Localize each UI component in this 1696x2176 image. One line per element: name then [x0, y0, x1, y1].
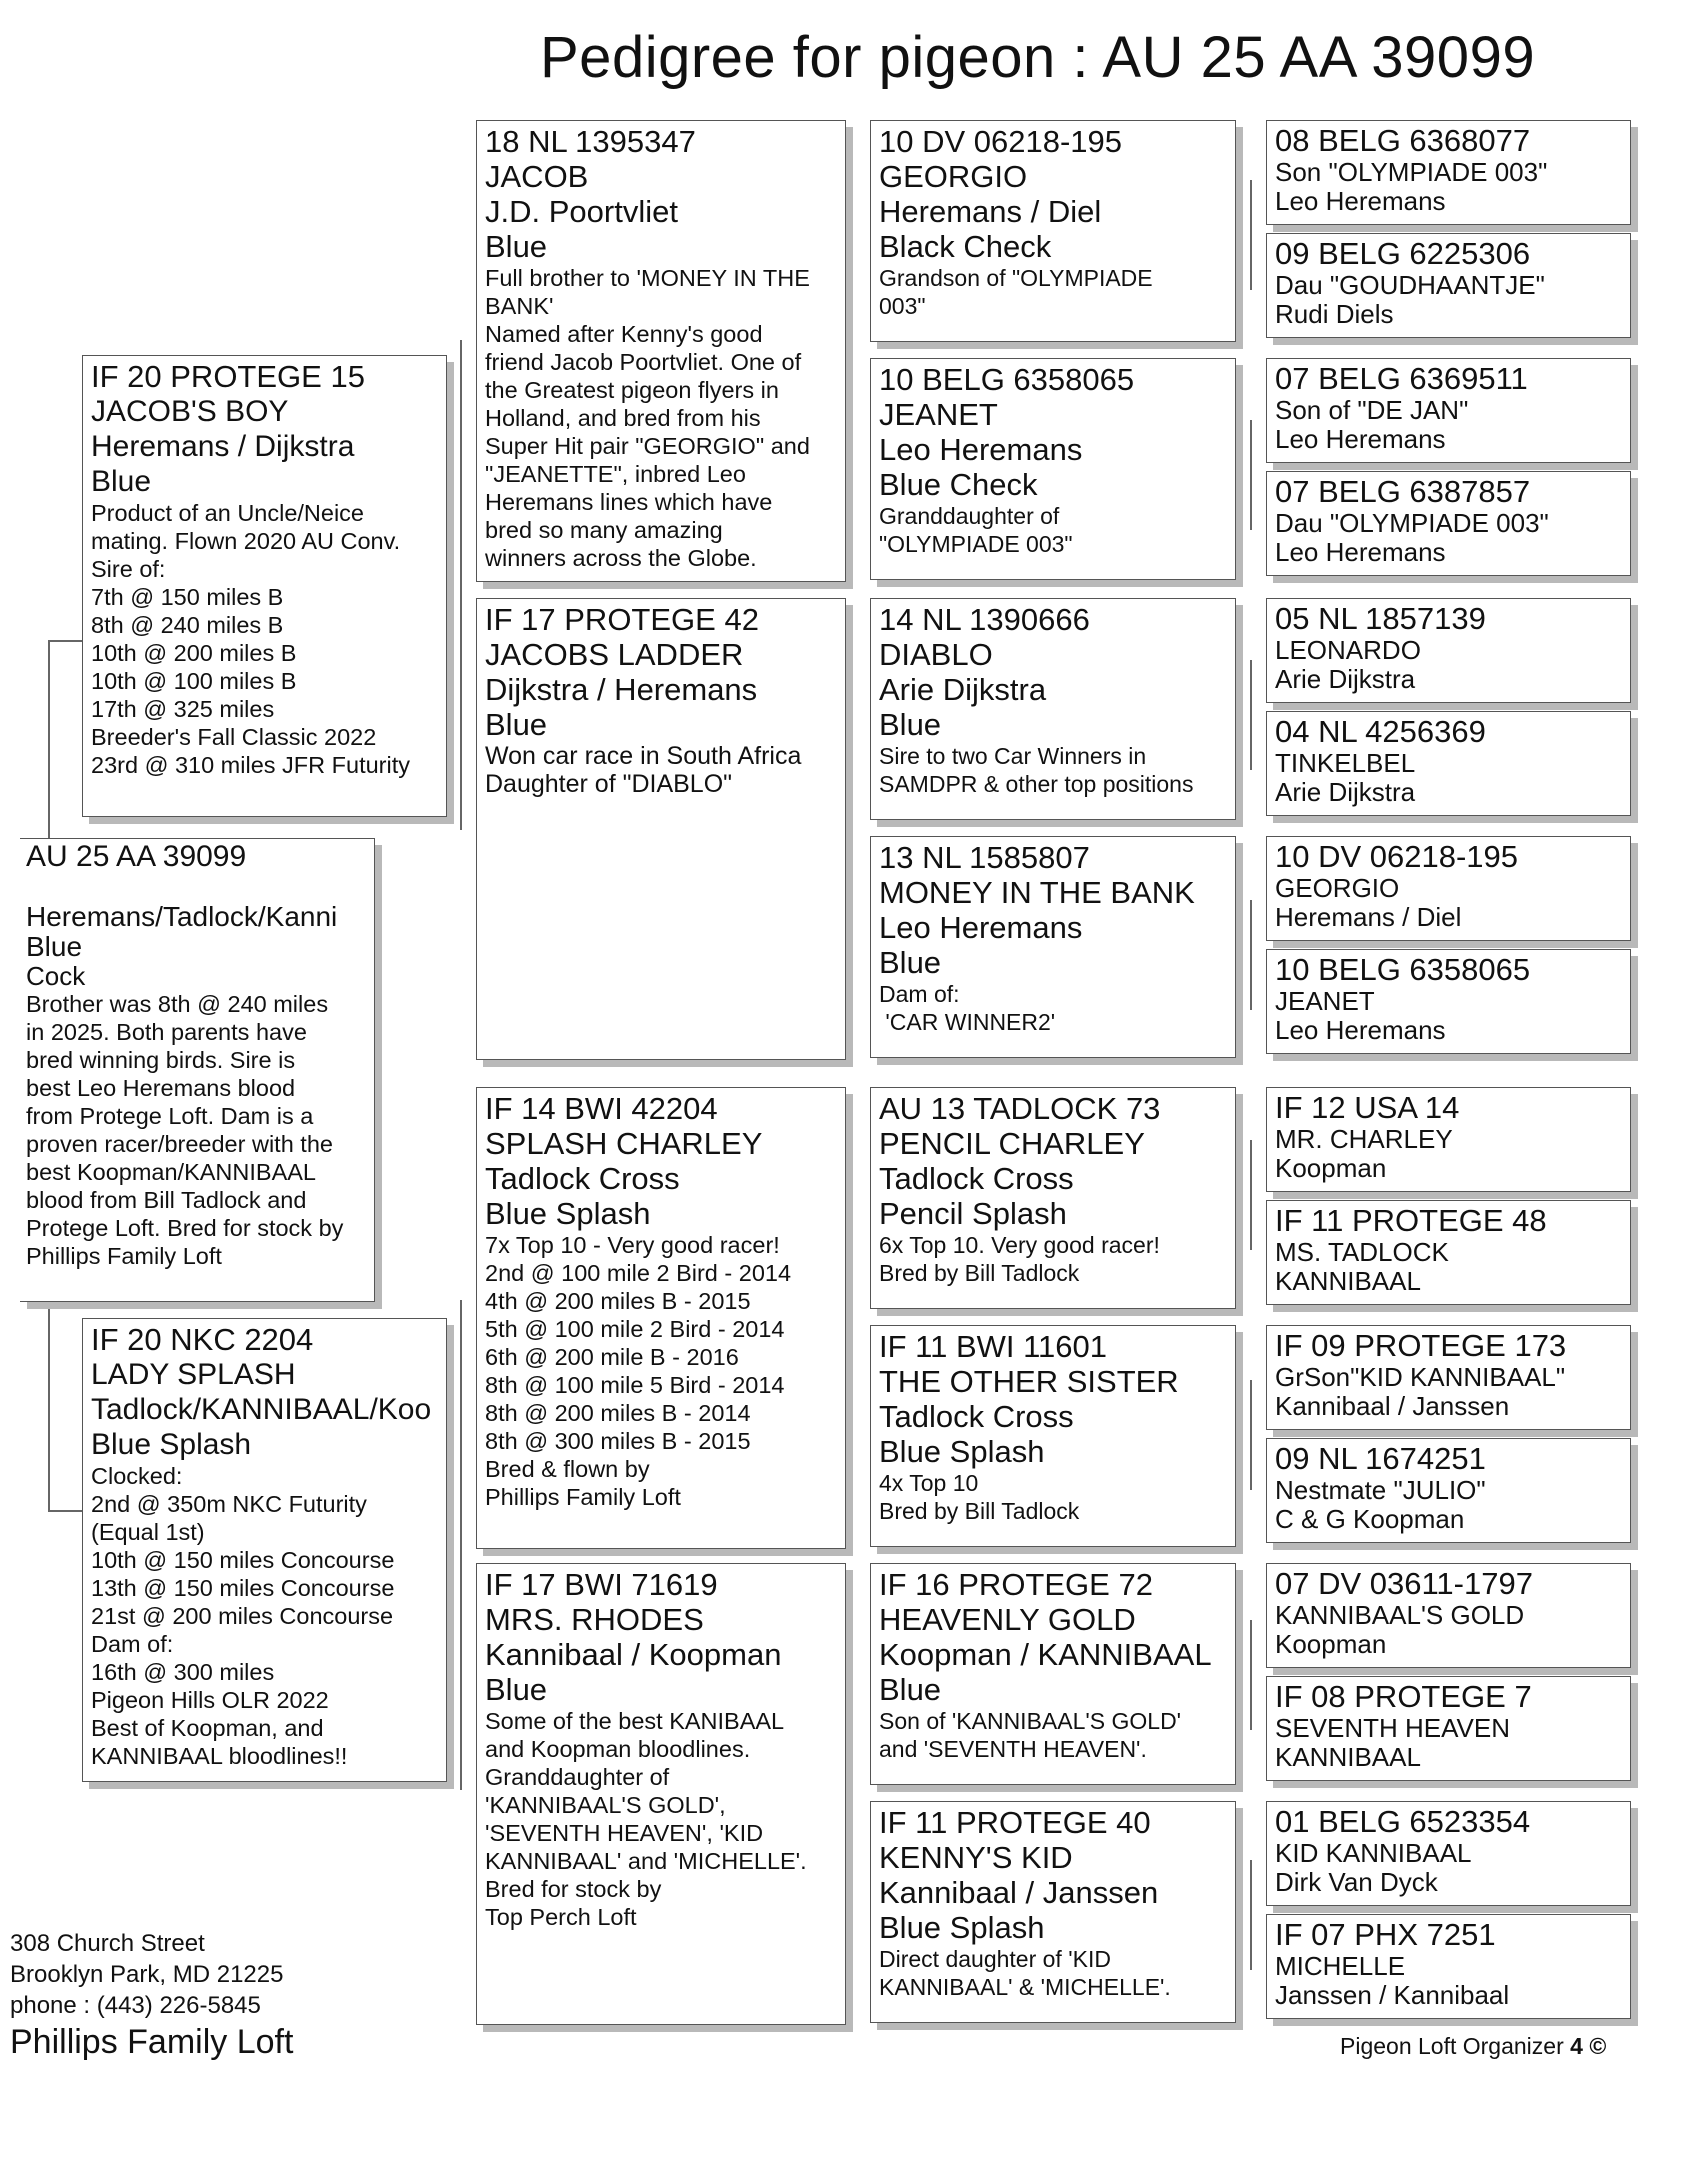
connector-line [850, 220, 852, 460]
g4-line3: KANNIBAAL [1275, 1266, 1421, 1296]
note-line: Heremans lines which have [485, 489, 773, 515]
note-line: 10th @ 150 miles Concourse [91, 1547, 395, 1573]
g2-notes [485, 742, 837, 798]
dam-band: IF 20 NKC 2204 [91, 1322, 314, 1357]
connector-line [1250, 1860, 1252, 1970]
g2-notes [485, 1707, 837, 1931]
note-line: 10th @ 200 miles B [91, 640, 297, 666]
g3-band: 10 BELG 6358065 [879, 362, 1135, 397]
g3-note: Granddaughter of [879, 503, 1060, 529]
g3-strain: Leo Heremans [879, 432, 1083, 467]
connector-line [1250, 660, 1252, 770]
g3-box-5 [870, 1325, 1236, 1547]
loft-name: Phillips Family Loft [10, 2023, 294, 2061]
g3-strain: Arie Dijkstra [879, 672, 1047, 707]
note-line: 13th @ 150 miles Concourse [91, 1575, 395, 1601]
connector-line [1250, 900, 1252, 1010]
note-line: 8th @ 200 miles B - 2014 [485, 1400, 751, 1426]
subject-notes [26, 990, 366, 1270]
g2-color: Blue Splash [485, 1196, 651, 1231]
note-line: 'SEVENTH HEAVEN', 'KID [485, 1820, 764, 1846]
g3-note: 'CAR WINNER2' [879, 1009, 1056, 1035]
g4-band: 08 BELG 6368077 [1275, 123, 1531, 158]
note-line: Won car race in South Africa [485, 742, 802, 770]
note-line: 10th @ 100 miles B [91, 668, 297, 694]
g3-band: IF 11 BWI 11601 [879, 1329, 1108, 1364]
g3-note: KANNIBAAL' & 'MICHELLE'. [879, 1974, 1171, 2000]
g4-band: IF 08 PROTEGE 7 [1275, 1679, 1532, 1714]
note-line: Super Hit pair "GEORGIO" and [485, 433, 810, 459]
g4-line2: LEONARDO [1275, 635, 1421, 665]
g2-box-3 [476, 1563, 846, 2025]
subject-box [20, 838, 375, 1302]
g2-box-0 [476, 120, 846, 582]
connector-line [1250, 1620, 1252, 1730]
g3-strain: Koopman / KANNIBAAL [879, 1637, 1212, 1672]
note-line: mating. Flown 2020 AU Conv. [91, 528, 401, 554]
note-line: bred winning birds. Sire is [26, 1047, 296, 1073]
note-line: winners across the Globe. [485, 545, 757, 571]
g3-color: Blue Splash [879, 1434, 1045, 1469]
g3-box-4 [870, 1087, 1236, 1309]
g4-line3: Janssen / Kannibaal [1275, 1980, 1510, 2010]
g2-color: Blue [485, 229, 548, 264]
g3-note: 6x Top 10. Very good racer! [879, 1232, 1160, 1258]
note-line: Granddaughter of [485, 1764, 670, 1790]
g3-color: Blue Check [879, 467, 1038, 502]
g2-strain: Dijkstra / Heremans [485, 672, 758, 707]
connector-line [850, 700, 852, 940]
g3-name: GEORGIO [879, 159, 1028, 194]
note-line: 8th @ 300 miles B - 2015 [485, 1428, 751, 1454]
g4-box-11 [1266, 1438, 1631, 1543]
g2-name: MRS. RHODES [485, 1602, 704, 1637]
connector-line [1250, 1380, 1252, 1490]
g4-line2: Son of "DE JAN" [1275, 395, 1469, 425]
spacer [26, 872, 366, 902]
g4-box-14 [1266, 1801, 1631, 1906]
g4-line2: GEORGIO [1275, 873, 1400, 903]
sire-color: Blue [91, 465, 152, 498]
g3-strain: Tadlock Cross [879, 1161, 1074, 1196]
note-line: Brother was 8th @ 240 miles [26, 991, 329, 1017]
note-line: 6th @ 200 mile B - 2016 [485, 1344, 739, 1370]
note-line: 4th @ 200 miles B - 2015 [485, 1288, 751, 1314]
g4-band: 10 DV 06218-195 [1275, 839, 1519, 874]
phone-line: phone : (443) 226-5845 [10, 1992, 261, 2019]
g4-line2: Dau "OLYMPIADE 003" [1275, 508, 1549, 538]
g3-box-7 [870, 1801, 1236, 2023]
g2-box-1 [476, 598, 846, 1060]
g2-name: JACOB [485, 159, 589, 194]
g3-band: IF 11 PROTEGE 40 [879, 1805, 1151, 1840]
g4-band: 09 BELG 6225306 [1275, 236, 1531, 271]
g4-line2: SEVENTH HEAVEN [1275, 1713, 1511, 1743]
g3-name: HEAVENLY GOLD [879, 1602, 1136, 1637]
note-line: Bred for stock by [485, 1876, 662, 1902]
g4-band: IF 12 USA 14 [1275, 1090, 1460, 1125]
g3-name: KENNY'S KID [879, 1840, 1073, 1875]
g3-band: IF 16 PROTEGE 72 [879, 1567, 1153, 1602]
g4-band: 07 BELG 6369511 [1275, 361, 1528, 396]
sire-name: JACOB'S BOY [91, 395, 289, 428]
g4-band: 07 BELG 6387857 [1275, 474, 1531, 509]
g4-band: 04 NL 4256369 [1275, 714, 1486, 749]
note-line: 2nd @ 100 mile 2 Bird - 2014 [485, 1260, 792, 1286]
page-title: Pedigree for pigeon : AU 25 AA 39099 [540, 25, 1536, 90]
g4-line2: GrSon"KID KANNIBAAL" [1275, 1362, 1566, 1392]
g4-line3: Arie Dijkstra [1275, 664, 1416, 694]
g3-color: Blue Splash [879, 1910, 1045, 1945]
dam-notes [91, 1462, 438, 1770]
note-line: Top Perch Loft [485, 1904, 637, 1930]
g3-box-1 [870, 358, 1236, 580]
g4-line2: TINKELBEL [1275, 748, 1416, 778]
note-line: Some of the best KANIBAAL [485, 1708, 785, 1734]
g4-box-5 [1266, 711, 1631, 816]
note-line: 21st @ 200 miles Concourse [91, 1603, 394, 1629]
note-line: 23rd @ 310 miles JFR Futurity [91, 752, 411, 778]
g4-line2: KANNIBAAL'S GOLD [1275, 1600, 1525, 1630]
connector-line [48, 640, 50, 840]
dam-strain: Tadlock/KANNIBAAL/Koo [91, 1393, 432, 1426]
g4-line3: Heremans / Diel [1275, 902, 1462, 932]
g3-band: AU 13 TADLOCK 73 [879, 1091, 1161, 1126]
g4-line2: Dau "GOUDHAANTJE" [1275, 270, 1545, 300]
g4-box-4 [1266, 598, 1631, 703]
g3-name: DIABLO [879, 637, 993, 672]
g4-line3: Leo Heremans [1275, 537, 1446, 567]
software-credit [1340, 2033, 1606, 2060]
note-line: 8th @ 100 mile 5 Bird - 2014 [485, 1372, 785, 1398]
g3-color: Blue [879, 945, 942, 980]
g3-name: JEANET [879, 397, 998, 432]
note-line: Product of an Uncle/Neice [91, 500, 365, 526]
g3-box-6 [870, 1563, 1236, 1785]
note-line: Bred & flown by [485, 1456, 650, 1482]
note-line: bred so many amazing [485, 517, 723, 543]
g2-name: JACOBS LADDER [485, 637, 744, 672]
g3-color: Blue [879, 1672, 942, 1707]
g4-line2: Nestmate "JULIO" [1275, 1475, 1486, 1505]
g4-line3: Koopman [1275, 1629, 1387, 1659]
g3-box-0 [870, 120, 1236, 342]
g3-color: Pencil Splash [879, 1196, 1067, 1231]
g2-band: IF 17 PROTEGE 42 [485, 602, 759, 637]
g4-box-2 [1266, 358, 1631, 463]
dam-box [82, 1318, 447, 1782]
note-line: friend Jacob Poortvliet. One of [485, 349, 802, 375]
g4-box-15 [1266, 1914, 1631, 2019]
g2-strain: Tadlock Cross [485, 1161, 680, 1196]
note-line: (Equal 1st) [91, 1519, 205, 1545]
g2-band: 18 NL 1395347 [485, 124, 696, 159]
g4-line2: MICHELLE [1275, 1951, 1406, 1981]
g3-strain: Tadlock Cross [879, 1399, 1074, 1434]
note-line: Daughter of "DIABLO" [485, 770, 733, 798]
note-line: KANNIBAAL bloodlines!! [91, 1743, 348, 1769]
subject-band: AU 25 AA 39099 [26, 840, 247, 873]
sire-notes [91, 499, 438, 779]
g4-band: 10 BELG 6358065 [1275, 952, 1531, 987]
g3-box-3 [870, 836, 1236, 1058]
note-line: Full brother to 'MONEY IN THE [485, 265, 810, 291]
g4-line2: JEANET [1275, 986, 1375, 1016]
g3-strain: Kannibaal / Janssen [879, 1875, 1159, 1910]
sire-band: IF 20 PROTEGE 15 [91, 359, 365, 394]
note-line: Breeder's Fall Classic 2022 [91, 724, 377, 750]
g3-note: SAMDPR & other top positions [879, 771, 1194, 797]
g2-strain: Kannibaal / Koopman [485, 1637, 782, 1672]
g4-line3: Koopman [1275, 1153, 1387, 1183]
connector-line [48, 640, 82, 642]
g4-box-3 [1266, 471, 1631, 576]
note-line: Protege Loft. Bred for stock by [26, 1215, 344, 1241]
connector-line [48, 1510, 82, 1512]
note-line: best Koopman/KANNIBAAL [26, 1159, 316, 1185]
address-line-2: Brooklyn Park, MD 21225 [10, 1961, 284, 1988]
g4-box-8 [1266, 1087, 1631, 1192]
note-line: Dam of: [91, 1631, 174, 1657]
subject-color: Blue [26, 931, 83, 962]
note-line: 2nd @ 350m NKC Futurity [91, 1491, 367, 1517]
g3-note: Dam of: [879, 981, 960, 1007]
connector-line [1250, 420, 1252, 530]
g4-line3: Dirk Van Dyck [1275, 1867, 1438, 1897]
g4-band: IF 11 PROTEGE 48 [1275, 1203, 1547, 1238]
g3-band: 10 DV 06218-195 [879, 124, 1123, 159]
g4-box-9 [1266, 1200, 1631, 1305]
sire-strain: Heremans / Dijkstra [91, 430, 355, 463]
g2-band: IF 17 BWI 71619 [485, 1567, 718, 1602]
g4-line3: C & G Koopman [1275, 1504, 1465, 1534]
subject-sex: Cock [26, 961, 86, 991]
g3-note: Bred by Bill Tadlock [879, 1260, 1080, 1286]
g3-note: 003" [879, 293, 926, 319]
note-line: 8th @ 240 miles B [91, 612, 284, 638]
note-line: Phillips Family Loft [26, 1243, 222, 1269]
g3-note: Son of 'KANNIBAAL'S GOLD' [879, 1708, 1182, 1734]
g2-color: Blue [485, 707, 548, 742]
g4-band: 07 DV 03611-1797 [1275, 1566, 1533, 1601]
g3-note: 4x Top 10 [879, 1470, 979, 1496]
note-line: 5th @ 100 mile 2 Bird - 2014 [485, 1316, 785, 1342]
g4-band: IF 07 PHX 7251 [1275, 1917, 1496, 1952]
note-line: and Koopman bloodlines. [485, 1736, 751, 1762]
g4-line3: Leo Heremans [1275, 1015, 1446, 1045]
note-line: KANNIBAAL' and 'MICHELLE'. [485, 1848, 807, 1874]
connector-line [460, 340, 462, 830]
note-line: Pigeon Hills OLR 2022 [91, 1687, 329, 1713]
g4-box-12 [1266, 1563, 1631, 1668]
connector-line [48, 1300, 50, 1510]
g4-box-0 [1266, 120, 1631, 225]
g4-box-1 [1266, 233, 1631, 338]
g3-box-2 [870, 598, 1236, 820]
g4-line2: Son "OLYMPIADE 003" [1275, 157, 1548, 187]
g4-line3: Rudi Diels [1275, 299, 1394, 329]
address-line-1: 308 Church Street [10, 1930, 205, 1957]
note-line: Named after Kenny's good [485, 321, 763, 347]
g3-name: PENCIL CHARLEY [879, 1126, 1145, 1161]
g3-note: Bred by Bill Tadlock [879, 1498, 1080, 1524]
g4-band: 01 BELG 6523354 [1275, 1804, 1531, 1839]
g3-note: and 'SEVENTH HEAVEN'. [879, 1736, 1147, 1762]
g3-note: "OLYMPIADE 003" [879, 531, 1073, 557]
g2-notes [485, 264, 837, 572]
g2-color: Blue [485, 1672, 548, 1707]
sire-box [82, 355, 447, 817]
g4-band: 05 NL 1857139 [1275, 601, 1486, 636]
g4-line3: Arie Dijkstra [1275, 777, 1416, 807]
connector-line [850, 1660, 852, 1900]
connector-line [1250, 1140, 1252, 1250]
g3-note: Grandson of "OLYMPIADE [879, 265, 1153, 291]
g2-name: SPLASH CHARLEY [485, 1126, 763, 1161]
note-line: BANK' [485, 293, 554, 319]
note-line: from Protege Loft. Dam is a [26, 1103, 314, 1129]
g4-line2: MR. CHARLEY [1275, 1124, 1453, 1154]
software-name: Pigeon Loft Organizer [1340, 2033, 1564, 2059]
subject-strain: Heremans/Tadlock/Kanni [26, 901, 338, 932]
software-version: 4 © [1570, 2033, 1607, 2059]
g4-box-7 [1266, 949, 1631, 1054]
g4-line2: MS. TADLOCK [1275, 1237, 1449, 1267]
g3-band: 14 NL 1390666 [879, 602, 1090, 637]
g4-box-6 [1266, 836, 1631, 941]
g4-line3: Leo Heremans [1275, 186, 1446, 216]
connector-line [460, 1300, 462, 1790]
g4-band: 09 NL 1674251 [1275, 1441, 1486, 1476]
note-line: 7x Top 10 - Very good racer! [485, 1232, 780, 1258]
g3-band: 13 NL 1585807 [879, 840, 1090, 875]
g3-strain: Heremans / Diel [879, 194, 1102, 229]
g3-name: THE OTHER SISTER [879, 1364, 1179, 1399]
note-line: Sire of: [91, 556, 166, 582]
g3-strain: Leo Heremans [879, 910, 1083, 945]
note-line: Holland, and bred from his [485, 405, 761, 431]
g4-band: IF 09 PROTEGE 173 [1275, 1328, 1567, 1363]
g4-line3: Kannibaal / Janssen [1275, 1391, 1510, 1421]
g4-box-10 [1266, 1325, 1631, 1430]
connector-line [1250, 180, 1252, 290]
g3-color: Blue [879, 707, 942, 742]
g4-line3: Leo Heremans [1275, 424, 1446, 454]
connector-line [850, 1180, 852, 1420]
note-line: best Leo Heremans blood [26, 1075, 296, 1101]
note-line: Clocked: [91, 1463, 183, 1489]
g4-line2: KID KANNIBAAL [1275, 1838, 1472, 1868]
g3-name: MONEY IN THE BANK [879, 875, 1195, 910]
note-line: proven racer/breeder with the [26, 1131, 333, 1157]
note-line: the Greatest pigeon flyers in [485, 377, 779, 403]
note-line: 17th @ 325 miles [91, 696, 275, 722]
note-line: in 2025. Both parents have [26, 1019, 307, 1045]
g2-box-2 [476, 1087, 846, 1549]
g2-band: IF 14 BWI 42204 [485, 1091, 718, 1126]
note-line: 7th @ 150 miles B [91, 584, 284, 610]
g4-box-13 [1266, 1676, 1631, 1781]
dam-color: Blue Splash [91, 1428, 252, 1461]
note-line: Phillips Family Loft [485, 1484, 681, 1510]
note-line: blood from Bill Tadlock and [26, 1187, 307, 1213]
g3-note: Sire to two Car Winners in [879, 743, 1147, 769]
note-line: Best of Koopman, and [91, 1715, 324, 1741]
g2-notes [485, 1231, 837, 1511]
g3-note: Direct daughter of 'KID [879, 1946, 1111, 1972]
note-line: 'KANNIBAAL'S GOLD', [485, 1792, 726, 1818]
dam-name: LADY SPLASH [91, 1358, 296, 1391]
g4-line3: KANNIBAAL [1275, 1742, 1421, 1772]
g2-strain: J.D. Poortvliet [485, 194, 678, 229]
note-line: 16th @ 300 miles [91, 1659, 275, 1685]
g3-color: Black Check [879, 229, 1052, 264]
note-line: "JEANETTE", inbred Leo [485, 461, 746, 487]
